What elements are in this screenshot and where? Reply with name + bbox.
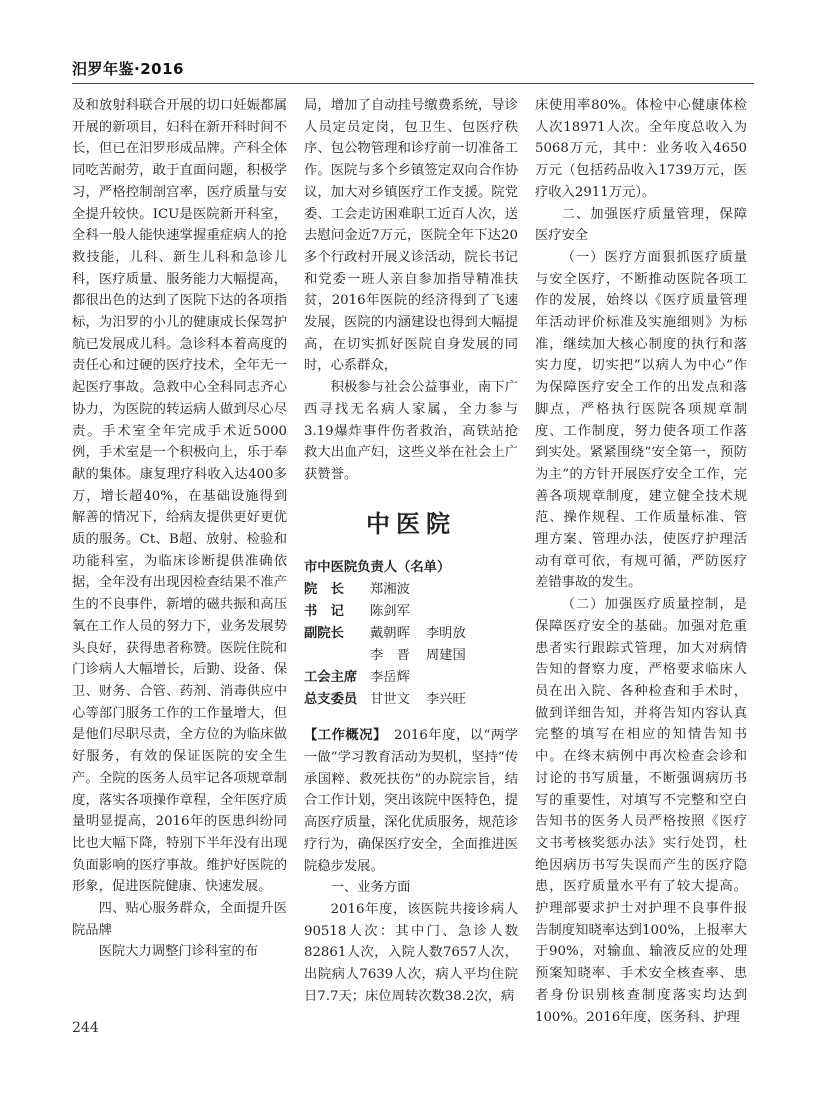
overview-paragraph: [304, 725, 518, 877]
section-title: 中医院: [366, 509, 456, 538]
running-header: 汨罗年鉴·2016: [72, 60, 184, 78]
paragraph: 医院大力调整门诊科室的布: [98, 944, 259, 960]
roster-title: 市中医院负责人（名单）: [304, 560, 451, 576]
roster-row: [304, 601, 518, 623]
roster-name: 李兴旺: [425, 692, 466, 708]
leadership-roster: [304, 557, 518, 711]
roster-role: 工会主席: [304, 670, 358, 686]
paragraph: 床使用率80%。体检中心健康体检人次18971人次。全年度总收入为5068万元，其中：业务收入4650万元（包括药品收入1739万元，医疗收入2911万元）。: [535, 98, 747, 200]
paragraph: （二）加强医疗质量控制，是保障医疗安全的基础。加强对危重患者实行跟踪式管理，加大对病情告知的督察力度，严格要求临床人员在出入院、各种检查和手术时，做到详细告知，并将告知内容认真完整的填写在相应的知情告知书中。在终末病例中再次检查会诊和讨论的书写质量，不断强调病历书写的重要性，对填写不完整和空白告知书的医务人员严格按照《医疗文书考核奖惩办法》实行处罚，杜绝因病历书写失误而产生的医疗隐患，医疗质量水平有了较大提高。护理部要求护士对护理不良事件报告制度知晓率达到100%，上报率大于90%，对输血、输液反应的处理预案知晓率、手术安全核查率、患者身份识别核查制度落实均达到100%。2016年度，医务科、护理: [535, 597, 747, 1025]
column-2: [304, 95, 518, 1008]
roster-name: 李明放: [425, 626, 466, 642]
roster-name: 李岳辉: [370, 670, 410, 686]
paragraph: 及和放射科联合开展的切口妊娠都属开展的新项目，妇科在新开科时间不长，但已在汨罗形成品牌。产科全体同吃苦耐劳，敢于直面问题，积极学习，严格控制剖宫率，医疗质量与安全提升较快。ICU是医院新开科室，全科一般人能快速掌握重症病人的抢救技能，儿科、新生儿科和急诊儿科，医疗质量、服务能力大幅提高，都很出色的达到了医院下达的各项指标，为汨罗的小儿的健康成长保驾护航已发展成儿科。急诊科本着高度的责任心和过硬的医疗技术，全年无一起医疗事故。急救中心全科同志齐心协力，为医院的转运病人做到尽心尽责。手术室全年完成手术近5000例，手术室是一个积极向上，乐于奉献的集体。康复理疗科收入达400多万，增长超40%，在基础设施得到解善的情况下，给病友提供更好更优质的服务。Ct、B超、放射、检验和功能科室，为临床诊断提供准确依据，全年没有出现因检查结果不准产生的不良事件，新增的磁共振和高压氧在工作人员的努力下，业务发展势头良好，获得患者称赞。医院住院和门诊病人大幅增长，后勤、设备、保卫、财务、合管、药剂、消毒供应中心等部门服务工作的工作量增大，但是他们尽职尽责，全方位的为临床做好服务，有效的保证医院的安全生产。全院的医务人员牢记各项规章制度，落实各项操作章程，全年医疗质量明显提高，2016年的医患纠纷同比也大幅下降，特别下半年没有出现负面影响的医疗事故。维护好医院的形象，促进医院健康、快速发展。: [72, 98, 287, 895]
paragraph: 积极参与社会公益事业，南下广西寻找无名病人家属，全力参与3.19爆炸事件伤者救治，高铁站抢救大出血产妇，这些义举在社会上广获赞誉。: [304, 380, 518, 482]
roster-role: 副院长: [304, 626, 344, 642]
paragraph: （一）医疗方面狠抓医疗质量与安全医疗，不断推动医院各项工作的发展，始终以《医疗质量管理年活动评价标准及实施细则》为标准，继续加大核心制度的执行和落实力度，切实把“以病人为中心”作为保障医疗安全工作的出发点和落脚点，严格执行医院各项规章制度、工作制度，努力使各项工作落到实处。紧紧围绕“安全第一，预防为主”的方针开展医疗安全工作，完善各项规章制度，建立健全技术规范、操作规程、工作质量标准、管理方案、管理办法，使医疗护理活动有章可依，有规可循，严防医疗差错事故的发生。: [535, 249, 747, 591]
overview-label: 【工作概况】: [304, 728, 381, 744]
roster-name: 李 晋: [370, 648, 410, 664]
roster-role: 总支委员: [304, 692, 358, 708]
roster-name: 郑湘波: [370, 582, 410, 598]
roster-row: [304, 623, 518, 667]
roster-role: 院 长: [304, 582, 344, 598]
column-3: [535, 95, 747, 1028]
paragraph: 局，增加了自动挂号缴费系统，导诊人员定员定岗，包卫生、包医疗秩序、包公物管理和诊疗前一切准备工作。医院与多个乡镇签定双向合作协议，加大对乡镇医疗工作支援。院党委、工会走访困难职工近百人次，送去慰问金近7万元，医院全年下达20多个行政村开展义诊活动，院长书记和党委一班人亲自参加指导精准扶贫，2016年医院的经济得到了飞速发展，医院的内涵建设也得到大幅提高，在切实抓好医院自身发展的同时，心系群众，: [304, 98, 518, 374]
subheading: 一、业务方面: [330, 880, 411, 896]
roster-name: 戴朝晖: [370, 626, 410, 642]
overview-text: 2016年度，以“两学一做”学习教育活动为契机，坚持“传承国粹、救死扶伤”的办院宗旨，结合工作计划，突出该院中医特色，提高医疗质量，深化优质服务，规范诊疗行为，确保医疗安全，全面推进医院稳步发展。: [304, 728, 519, 874]
roster-role: 书 记: [304, 604, 344, 620]
paragraph: 2016年度，该医院共接诊病人90518人次：其中门、急诊人数82861人次，入院人数7657人次，出院病人7639人次，病人平均住院日7.7天；床位周转次数38.2次，病: [304, 901, 518, 1004]
roster-name: 陈剑军: [370, 604, 410, 620]
header-divider: [72, 83, 754, 84]
roster-row: [304, 579, 518, 601]
roster-name: 周建国: [425, 648, 466, 664]
section-heading: 四、贴心服务群众，全面提升医院品牌: [72, 901, 287, 938]
page-number: 244: [72, 1020, 99, 1036]
roster-name: 甘世文: [370, 692, 410, 708]
roster-row: [304, 689, 518, 711]
roster-row: [304, 667, 518, 689]
section-heading: 二、加强医疗质量管理，保障医疗安全: [535, 206, 747, 244]
column-1: [72, 95, 287, 963]
